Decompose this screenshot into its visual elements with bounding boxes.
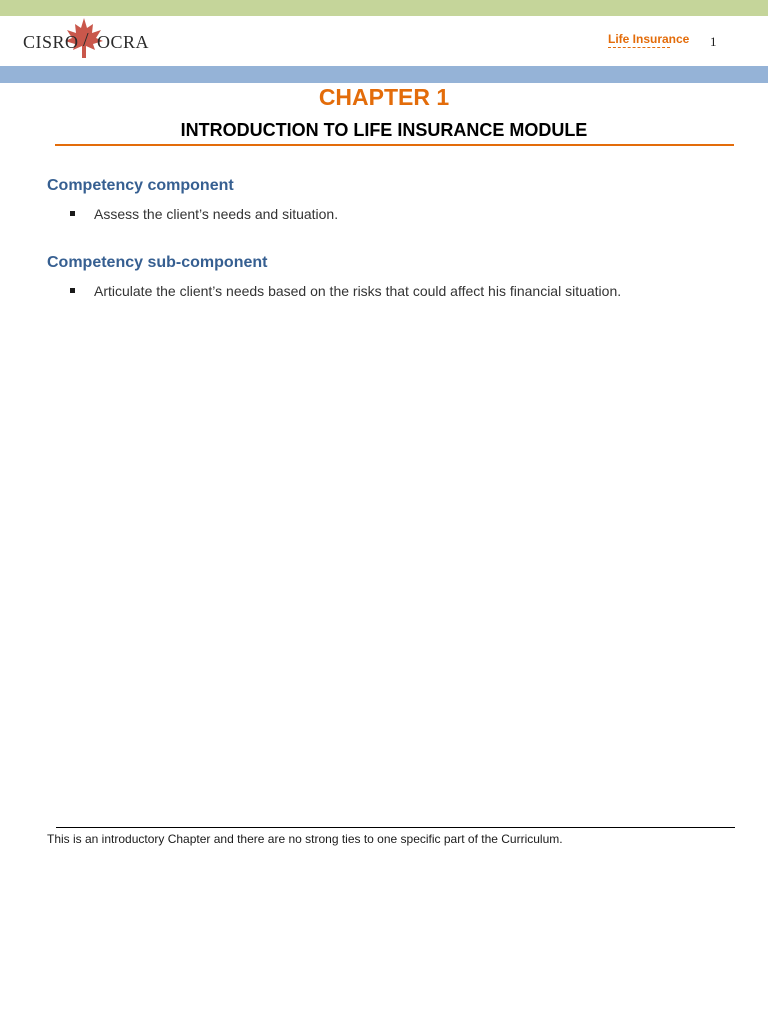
header-module-label: Life Insurance (608, 32, 690, 46)
logo-slash: / (83, 29, 90, 51)
header-top-band (0, 0, 768, 16)
page-number: 1 (710, 34, 717, 49)
page-header (0, 16, 768, 66)
square-bullet-icon (70, 288, 75, 293)
cisro-ocra-logo (23, 16, 163, 66)
footnote-divider (56, 827, 735, 828)
list-item (70, 282, 621, 300)
logo-text-cisro: CISRO (23, 32, 79, 52)
chapter-title: CHAPTER 1 (318, 84, 450, 110)
footnote-text: This is an introductory Chapter and there are no strong ties to one specific part of the Curriculum. (47, 832, 563, 846)
list-item-text: Assess the client’s needs and situation. (94, 206, 339, 222)
competency-sub-component-heading: Competency sub-component (47, 254, 268, 271)
module-title: INTRODUCTION TO LIFE INSURANCE MODULE (180, 120, 588, 140)
competency-component-list (70, 205, 338, 223)
competency-sub-component-list (70, 282, 621, 300)
header-blue-band (0, 66, 768, 83)
list-item-text: Articulate the client’s needs based on the risks that could affect his financial situation. (94, 283, 622, 299)
square-bullet-icon (70, 211, 75, 216)
competency-component-heading: Competency component (47, 177, 234, 194)
list-item (70, 205, 338, 223)
title-divider (55, 144, 734, 146)
logo-text-ocra: OCRA (97, 32, 150, 52)
